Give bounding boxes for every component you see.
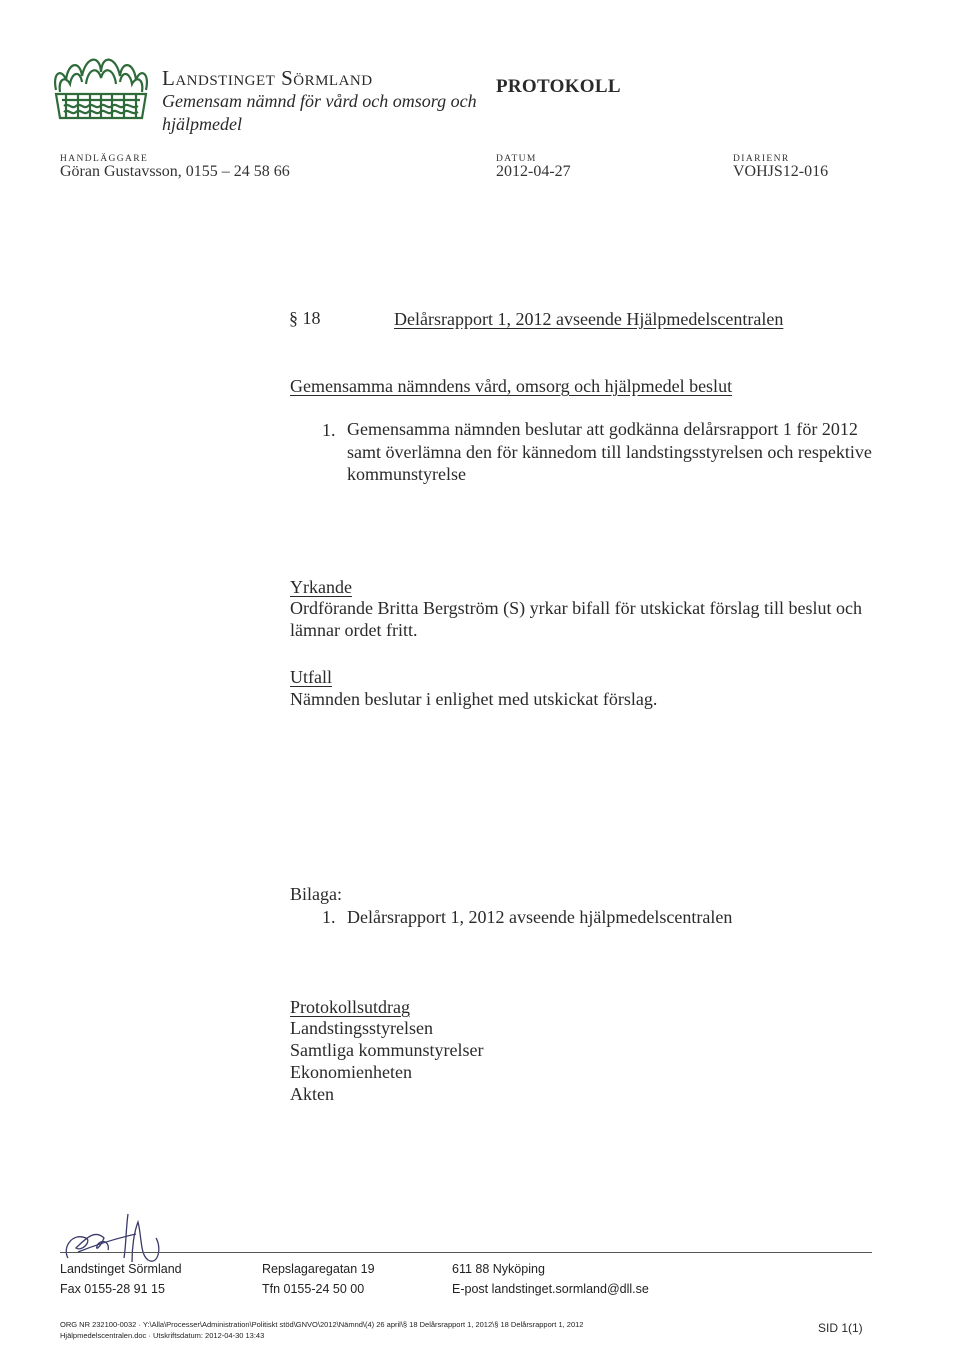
footer-address: Repslagaregatan 19 xyxy=(262,1262,375,1276)
diarienr-label: DIARIENR xyxy=(733,154,790,164)
utfall-text: Nämnden beslutar i enlighet med utskickat förslag. xyxy=(290,689,658,709)
section-number: § 18 xyxy=(289,308,321,328)
utdrag-item: Ekonomienheten xyxy=(290,1062,412,1082)
page-number: SID 1(1) xyxy=(818,1321,863,1335)
footer-meta-line1: ORG NR 232100-0032 · Y:\Alla\Processer\Administration\Politiskt stöd\GNVO\2012\Nämnd\(4) 26 april\§ 18 Delårsrapport 1, 2012\§ 18 Delårsrapport 1, 2012 xyxy=(60,1320,584,1329)
doc-type-title: PROTOKOLL xyxy=(496,76,621,97)
footer-rule xyxy=(60,1252,872,1253)
decision-text: Gemensamma nämnden beslutar att godkänna delårsrapport 1 för 2012 samt överlämna den för kännedom till landstingsstyrelsen och respektive kommunstyrelse xyxy=(347,419,872,484)
org-name: Landstinget Sörmland xyxy=(162,66,373,90)
footer-fax: Fax 0155-28 91 15 xyxy=(60,1282,165,1296)
crown-logo-icon xyxy=(48,42,154,124)
utdrag-heading: Protokollsutdrag xyxy=(290,997,410,1017)
utdrag-item: Akten xyxy=(290,1084,334,1104)
utdrag-item: Landstingsstyrelsen xyxy=(290,1018,433,1038)
datum-value: 2012-04-27 xyxy=(496,163,571,180)
handlaggare-value: Göran Gustavsson, 0155 – 24 58 66 xyxy=(60,163,290,180)
footer-org: Landstinget Sörmland xyxy=(60,1262,182,1276)
decision-heading: Gemensamma nämndens vård, omsorg och hjälpmedel beslut xyxy=(290,376,733,396)
utdrag-item: Samtliga kommunstyrelser xyxy=(290,1040,484,1060)
org-subtitle: Gemensam nämnd för vård och omsorg och hjälpmedel xyxy=(162,91,477,134)
datum-label: DATUM xyxy=(496,154,537,164)
bilaga-item: Delårsrapport 1, 2012 avseende hjälpmedelscentralen xyxy=(347,907,733,927)
utdrag-list xyxy=(290,1017,483,1105)
bilaga-number: 1. xyxy=(322,907,336,927)
handlaggare-label: HANDLÄGGARE xyxy=(60,154,149,164)
section-title: Delårsrapport 1, 2012 avseende Hjälpmedelscentralen xyxy=(394,309,784,329)
yrkande-heading: Yrkande xyxy=(290,577,352,597)
footer-meta-line2: Hjälpmedelscentralen.doc · Utskriftsdatum: 2012-04-30 13:43 xyxy=(60,1331,265,1340)
yrkande-text: Ordförande Britta Bergström (S) yrkar bifall för utskickat förslag till beslut och lämnar ordet fritt. xyxy=(290,598,863,640)
decision-number: 1. xyxy=(322,420,336,440)
diarienr-value: VOHJS12-016 xyxy=(733,163,829,180)
footer-email: E-post landstinget.sormland@dll.se xyxy=(452,1282,649,1296)
bilaga-heading: Bilaga: xyxy=(290,884,342,904)
footer-phone: Tfn 0155-24 50 00 xyxy=(262,1282,365,1296)
footer-city: 611 88 Nyköping xyxy=(452,1262,545,1276)
utfall-heading: Utfall xyxy=(290,667,332,687)
